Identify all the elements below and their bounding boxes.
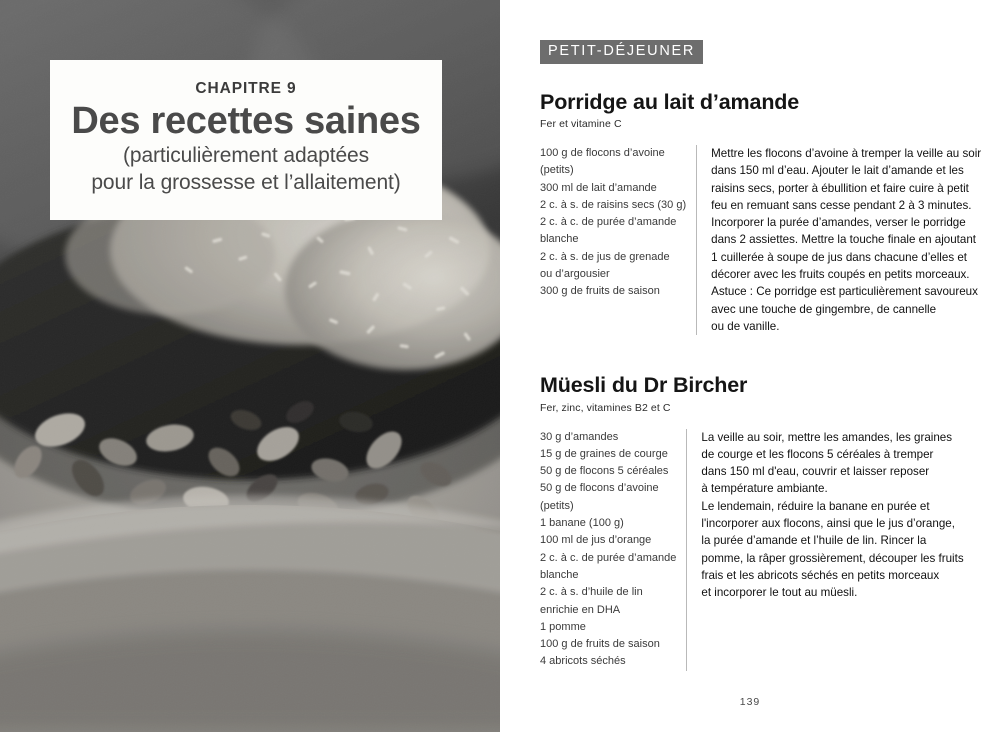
instruction-line: Incorporer la purée d’amandes, verser le porridge: [711, 216, 966, 230]
instruction-line: ou de vanille.: [711, 319, 780, 333]
recipe-muesli: [540, 373, 978, 670]
vertical-divider: [686, 429, 687, 671]
recipe-porridge: [540, 89, 982, 336]
recipe-body: [540, 145, 982, 335]
chapter-kicker: CHAPITRE 9: [195, 80, 297, 97]
ingredient-item: enrichie en DHA: [540, 603, 621, 616]
ingredient-item: 2 c. à s. de jus de grenade: [540, 250, 670, 263]
instruction-line: frais et les abricots séchés en petits morceaux: [701, 568, 940, 582]
instruction-line: et incorporer le tout au müesli.: [701, 586, 858, 600]
instruction-line: raisins secs, porter à ébullition et faire cuire à petit: [711, 181, 969, 195]
recipe-nutrients: Fer et vitamine C: [540, 118, 622, 131]
instruction-line: la purée d’amande et l’huile de lin. Rincer la: [701, 534, 927, 548]
instruction-line: avec une touche de gingembre, de cannelle: [711, 302, 937, 316]
instruction-line: dans 2 assiettes. Mettre la touche finale en ajoutant: [711, 233, 977, 247]
ingredient-item: 2 c. à c. de purée d’amande: [540, 216, 677, 229]
ingredient-item: ou d’argousier: [540, 268, 610, 281]
chapter-title-card: [50, 60, 442, 220]
instruction-line: dans 150 ml d'eau, couvrir et laisser reposer: [701, 465, 930, 479]
page-number: 139: [739, 696, 761, 708]
ingredient-item: 50 g de flocons d’avoine: [540, 482, 659, 495]
ingredient-item: 100 g de flocons d’avoine: [540, 146, 665, 159]
ingredient-list: [540, 429, 686, 671]
ingredient-item: 30 g d’amandes: [540, 430, 619, 443]
ingredient-item: 15 g de graines de courge: [540, 447, 668, 460]
instruction-line: à température ambiante.: [701, 482, 828, 496]
instruction-line: l'incorporer aux flocons, ainsi que le jus d’orange,: [701, 517, 955, 531]
chapter-subtitle-line-1: (particulièrement adaptées: [122, 144, 370, 168]
instructions: [701, 429, 978, 671]
instruction-line: décorer avec les fruits coupés en petits morceaux.: [711, 268, 970, 282]
ingredient-item: (petits): [540, 164, 574, 177]
instruction-line: feu en remuant sans cesse pendant 2 à 3 minutes.: [711, 198, 972, 212]
instructions: [711, 145, 981, 335]
chapter-subtitle-line-2: pour la grossesse et l’allaitement): [91, 171, 401, 195]
instruction-line: de courge et les flocons 5 céréales à tremper: [701, 447, 934, 461]
ingredient-item: 2 c. à s. d’huile de lin: [540, 586, 643, 599]
ingredient-item: 100 g de fruits de saison: [540, 638, 660, 651]
recipe-title: Müesli du Dr Bircher: [540, 373, 748, 398]
instruction-line: La veille au soir, mettre les amandes, les graines: [701, 430, 953, 444]
instruction-line: Mettre les flocons d’avoine à tremper la veille au soir: [711, 146, 982, 160]
ingredient-list: [540, 145, 696, 335]
ingredient-item: (petits): [540, 499, 574, 512]
instruction-line: Le lendemain, réduire la banane en purée et: [701, 499, 930, 513]
ingredient-item: 300 ml de lait d’amande: [540, 181, 657, 194]
recipe-body: [540, 429, 978, 671]
instruction-line: dans 150 ml d’eau. Ajouter le lait d’amande et les: [711, 164, 964, 178]
ingredient-item: blanche: [540, 568, 579, 581]
ingredient-item: 100 ml de jus d’orange: [540, 534, 652, 547]
recipe-nutrients: Fer, zinc, vitamines B2 et C: [540, 401, 671, 414]
ingredient-item: 300 g de fruits de saison: [540, 285, 660, 298]
chapter-title: Des recettes saines: [71, 100, 421, 143]
instruction-line: 1 cuillerée à soupe de jus dans chacune d’elles et: [711, 250, 968, 264]
vertical-divider: [696, 145, 697, 335]
instruction-line: Astuce : Ce porridge est particulièrement savoureux: [711, 285, 978, 299]
ingredient-item: 2 c. à c. de purée d’amande: [540, 551, 677, 564]
instruction-line: pomme, la râper grossièrement, découper les fruits: [701, 551, 964, 565]
recipe-title: Porridge au lait d’amande: [540, 89, 800, 114]
ingredient-item: blanche: [540, 233, 579, 246]
ingredient-item: 2 c. à s. de raisins secs (30 g): [540, 198, 687, 211]
recipe-text-page: [500, 0, 1000, 732]
section-header-petit-dejeuner: PETIT-DÉJEUNER: [540, 40, 703, 64]
ingredient-item: 1 pomme: [540, 620, 586, 633]
ingredient-item: 4 abricots séchés: [540, 655, 626, 668]
ingredient-item: 50 g de flocons 5 céréales: [540, 465, 669, 478]
ingredient-item: 1 banane (100 g): [540, 517, 624, 530]
